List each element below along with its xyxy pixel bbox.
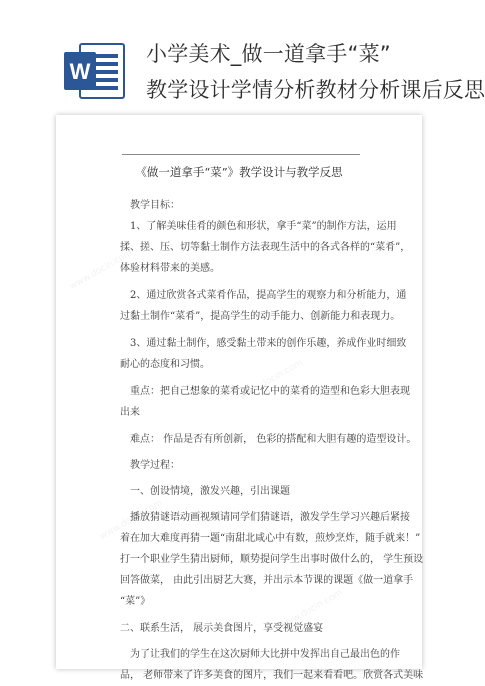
doc-line: 着在加大难度再猜一题“南甜北咸心中有数，煎炒烹炸，随手就来！” [120, 533, 421, 544]
doc-line: 体验材料带来的美感。 [120, 263, 220, 274]
doc-line: 出来 [120, 407, 140, 418]
watermark: www.docin.com [98, 498, 165, 542]
doc-line: 播放猜谜语动画视频请同学们猜谜语，激发学生学习兴趣后紧接 [130, 512, 410, 523]
watermark: www.docin.com [238, 358, 305, 402]
title-rule [122, 154, 360, 155]
doc-line: 耐心的态度和习惯。 [120, 359, 210, 370]
watermark: www.docin.com [68, 248, 135, 292]
doc-line: 难点： 作品是否有所创新， 色彩的搭配和大胆有趣的造型设计。 [130, 434, 417, 445]
doc-line: 3、通过黏土制作，感受黏土带来的创作乐趣，养成作业时细致 [130, 338, 407, 349]
watermark: www.docin.com [278, 588, 345, 632]
doc-line: 一、创设情境，激发兴趣，引出课题 [130, 486, 290, 497]
doc-line: 过黏土制作“菜肴”，提高学生的动手能力、创新能力和表现力。 [120, 311, 401, 322]
doc-line: 二、联系生活， 展示美食图片，享受视觉盛宴 [120, 623, 324, 634]
doc-line: 重点：把自己想象的菜肴或记忆中的菜肴的造型和色彩大胆表现 [130, 386, 410, 397]
document-page [56, 115, 424, 681]
page-title-line-1: 小学美术_做一道拿手“菜” [146, 42, 391, 66]
document-title: 《做一道拿手“菜”》教学设计与教学反思 [135, 165, 343, 179]
doc-line: 揉、搓、压、切等黏土制作方法表现生活中的各式各样的“菜肴”， [120, 242, 411, 253]
doc-line: 打一个职业学生猜出厨师，顺势提问学生出事时做什么的， 学生预设 [120, 554, 424, 565]
doc-line: 2、通过欣赏各式菜肴作品，提高学生的观察力和分析能力，通 [130, 290, 407, 301]
doc-line: 教学过程： [130, 460, 180, 471]
page-header [0, 0, 485, 110]
doc-line: 教学目标： [130, 200, 180, 211]
doc-line: 品， 老师带来了许多美食的图片，我们一起来看看吧。欣赏各式美味 [120, 670, 424, 681]
doc-line: 为了让我们的学生在这次厨师大比拼中发挥出自己最出色的作 [130, 649, 400, 660]
word-icon-letter: W [69, 59, 91, 84]
word-document-icon [62, 40, 128, 102]
doc-line: 回答做菜， 由此引出厨艺大赛，并出示本节课的课题《做一道拿手 [120, 575, 414, 586]
page-title-line-2: 教学设计学情分析教材分析课后反思 [146, 78, 485, 102]
doc-line: 1、了解美味佳肴的颜色和形状，拿手“菜”的制作方法，运用 [130, 221, 397, 232]
doc-line: “菜”》 [120, 596, 151, 607]
